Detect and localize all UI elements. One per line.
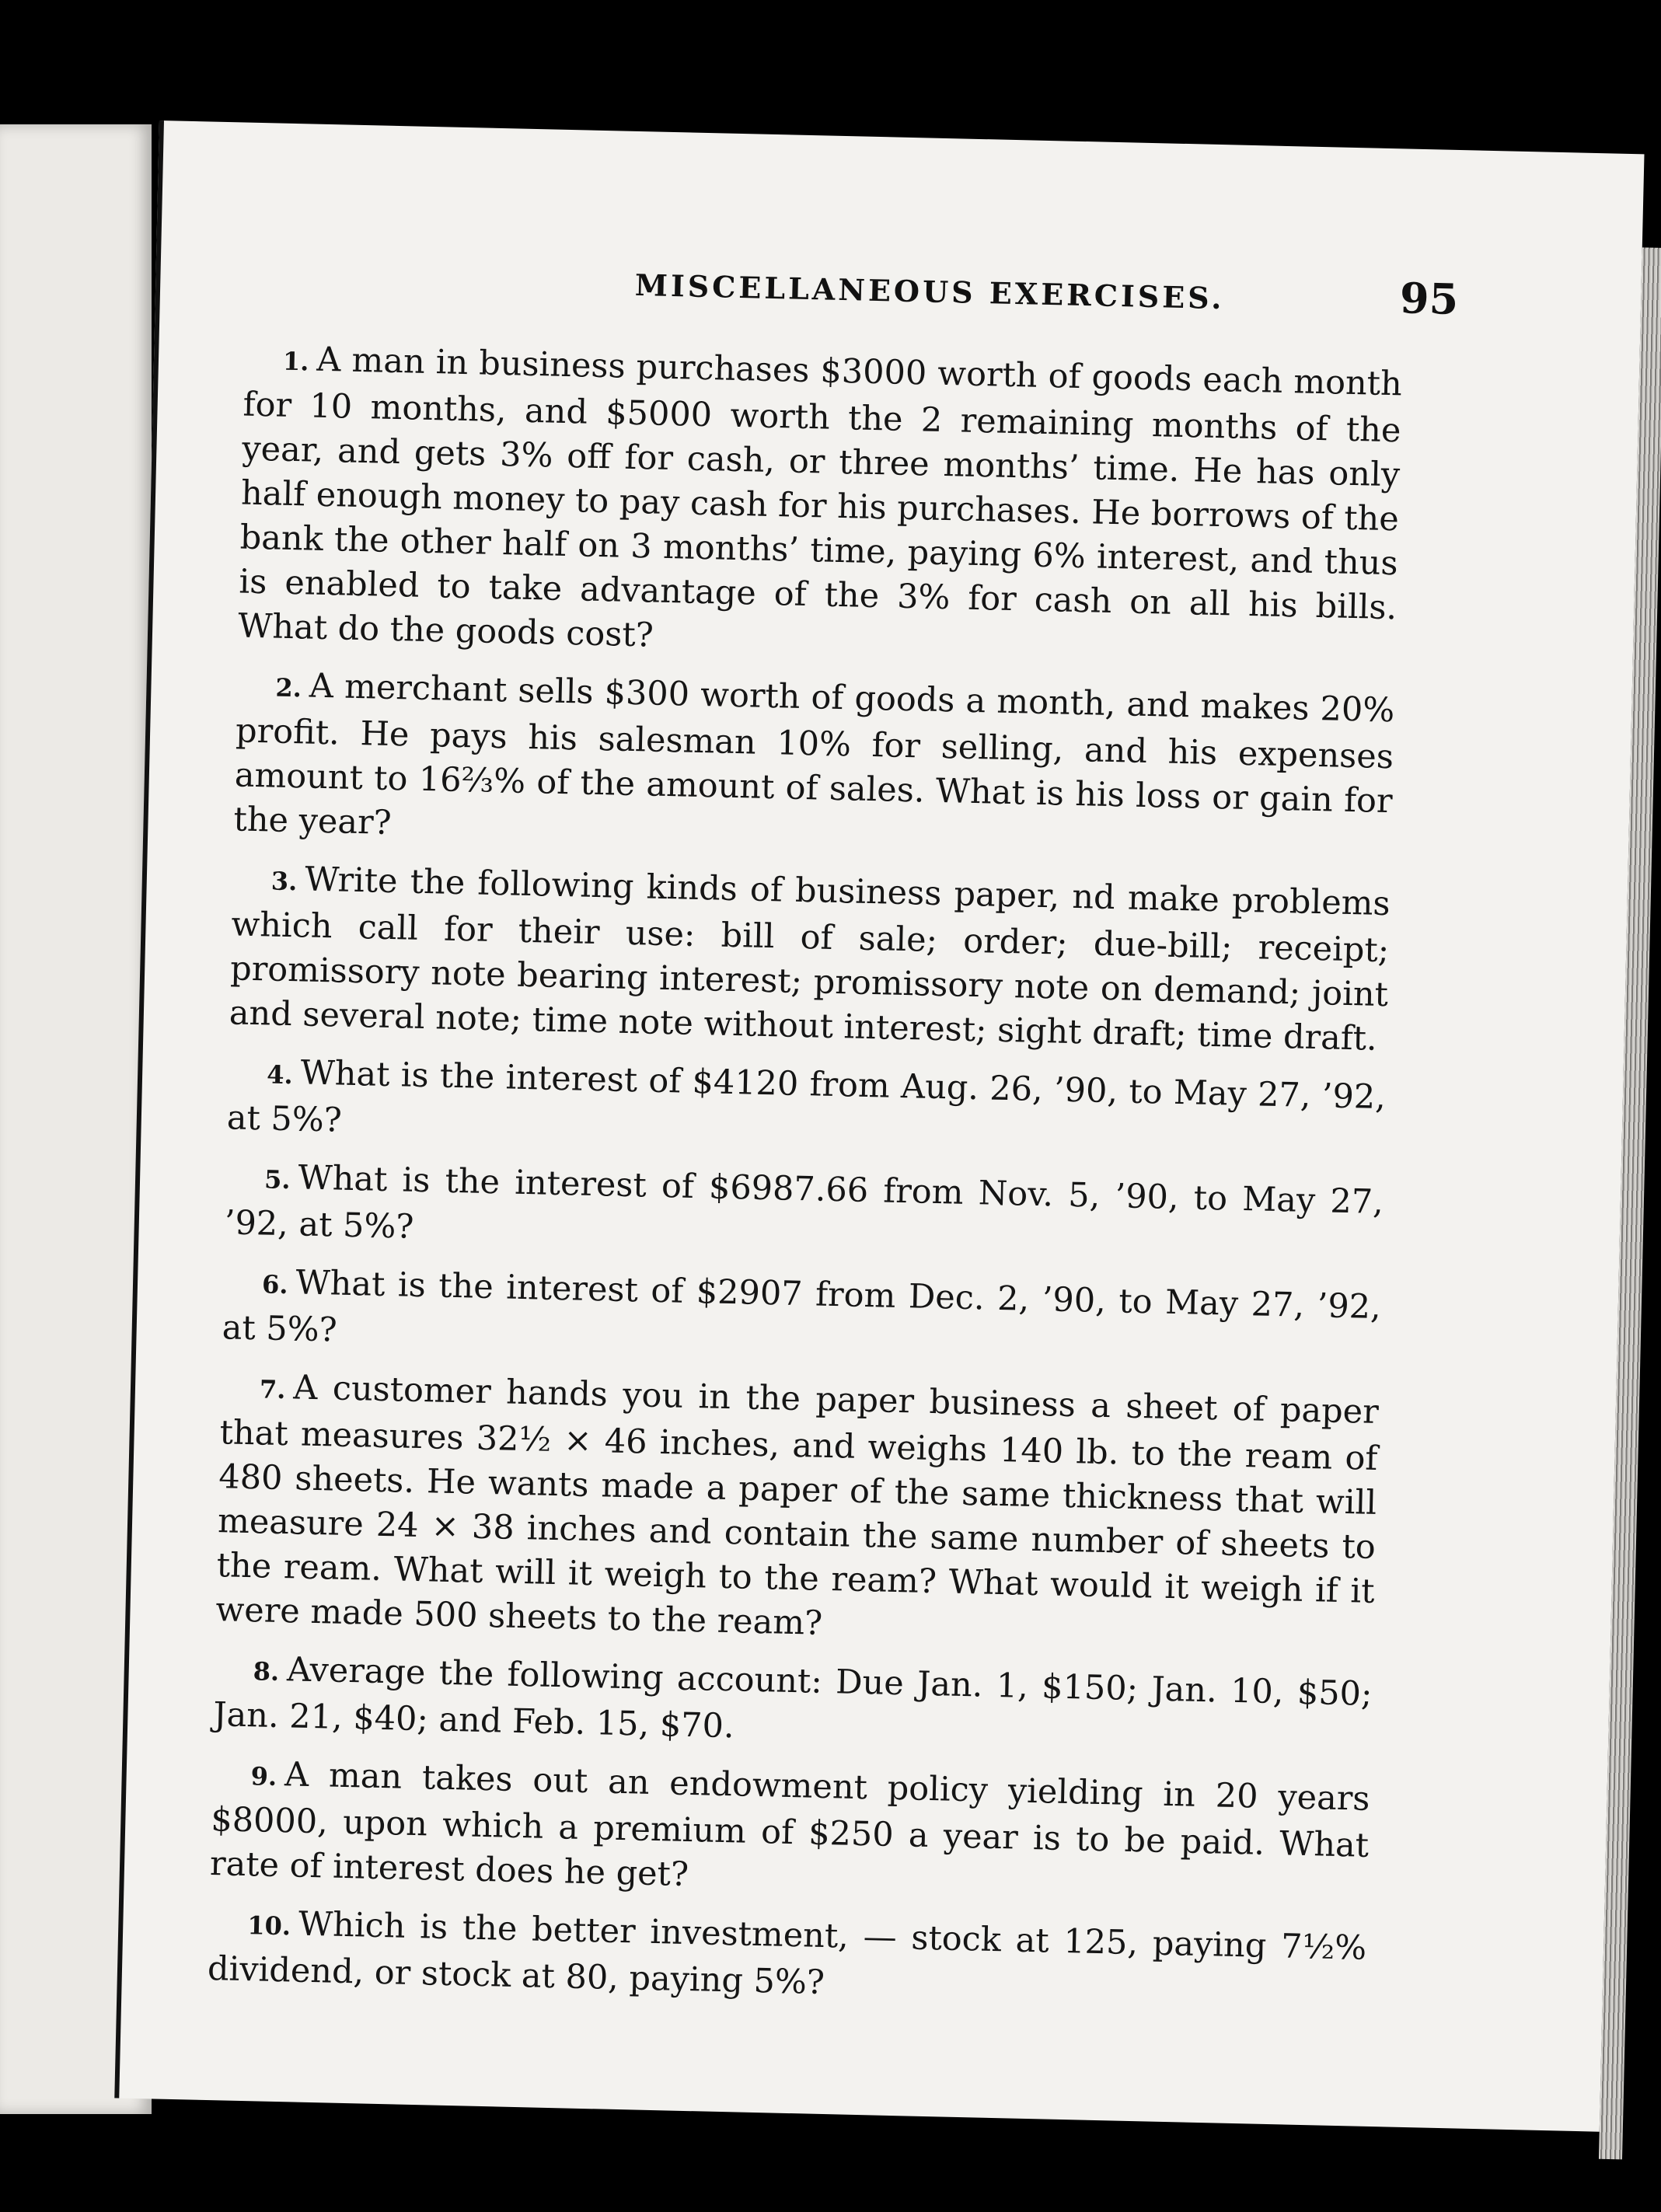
exercise-text: What is the interest of $6987.66 from Nov. 5, ’90, to May 27, ’92, at 5%? [224,1158,1384,1247]
exercise-5 [224,1154,1384,1272]
exercise-number: 6. [261,1269,288,1300]
page-stack-edge [1599,247,1661,2159]
book-page [114,120,1644,2132]
exercise-number: 9. [250,1761,277,1792]
exercise-text: What is the interest of $4120 from Aug. 26, ’90, to May 27, ’92, at 5%? [226,1053,1387,1140]
exercise-1 [238,337,1403,675]
exercise-number: 7. [259,1374,286,1405]
exercise-text: Which is the better investment, — stock at 125, paying 7½% dividend, or stock at 80, paying 5%? [207,1904,1367,2003]
exercise-number: 8. [253,1656,280,1687]
page-number: 95 [1399,273,1459,324]
exercise-text: A merchant sells $300 worth of goods a month, and makes 20% profit. He pays his salesman 10% for selling, and his expenses amount to 16⅔% of the amount of sales. What is his loss or gain for the year? [233,666,1395,843]
exercise-9 [209,1751,1370,1913]
exercise-text: A man in business purchases $3000 worth of goods each month for 10 months, and $5000 worth the 2 remaining months of the year, and gets 3% off for cash, or three months’ time. He has only half enough money to pay cash for his purchases. He borrows of the bank the other half on 3 months’ time, paying 6% interest, and thus is enabled to take advantage of the 3% for cash on all his bills. What do the goods cost? [237,340,1403,655]
exercise-2 [233,662,1395,868]
running-head: MISCELLANEOUS EXERCISES. [634,267,1226,316]
exercise-number: 3. [270,866,298,897]
exercise-text: A man takes out an endowment policy yielding in 20 years $8000, upon which a premium of $250 a year is to be paid. What rate of interest does he get? [209,1755,1370,1895]
exercise-number: 5. [263,1164,291,1195]
exercise-text: Write the following kinds of business paper, nd make problems which call for their use: bill of sale; order; due-bill; receipt; promissory note bearing interest; promissory note on demand; joint and several note; time note without interest; sight draft; time draft. [229,860,1391,1059]
exercise-number: 2. [275,672,302,703]
exercise-text: What is the interest of $2907 from Dec. 2, ’90, to May 27, ’92, at 5%? [222,1263,1382,1350]
exercise-number: 1. [282,346,309,377]
exercise-text: A customer hands you in the paper business a sheet of paper that measures 32½ × 46 inches, and weighs 140 lb. to the ream of 480 sheets. He wants made a paper of the same thickness that will measure 24 × 38 inches and contain the same number of sheets to the ream. What will it weigh to the ream? What would it weigh if it were made 500 sheets to the ream? [215,1368,1380,1643]
exercise-10 [207,1900,1366,2018]
exercise-text: Average the following account: Due Jan. 1, $150; Jan. 10, $50; Jan. 21, $40; and Feb. 15, $70. [212,1650,1373,1746]
exercise-number: 10. [246,1910,291,1942]
exercise-list [207,337,1402,2032]
exercise-3 [229,856,1391,1062]
exercise-6 [222,1259,1381,1376]
exercise-number: 4. [266,1059,294,1090]
exercise-4 [226,1049,1386,1167]
exercise-8 [213,1646,1373,1764]
exercise-7 [215,1364,1379,1659]
